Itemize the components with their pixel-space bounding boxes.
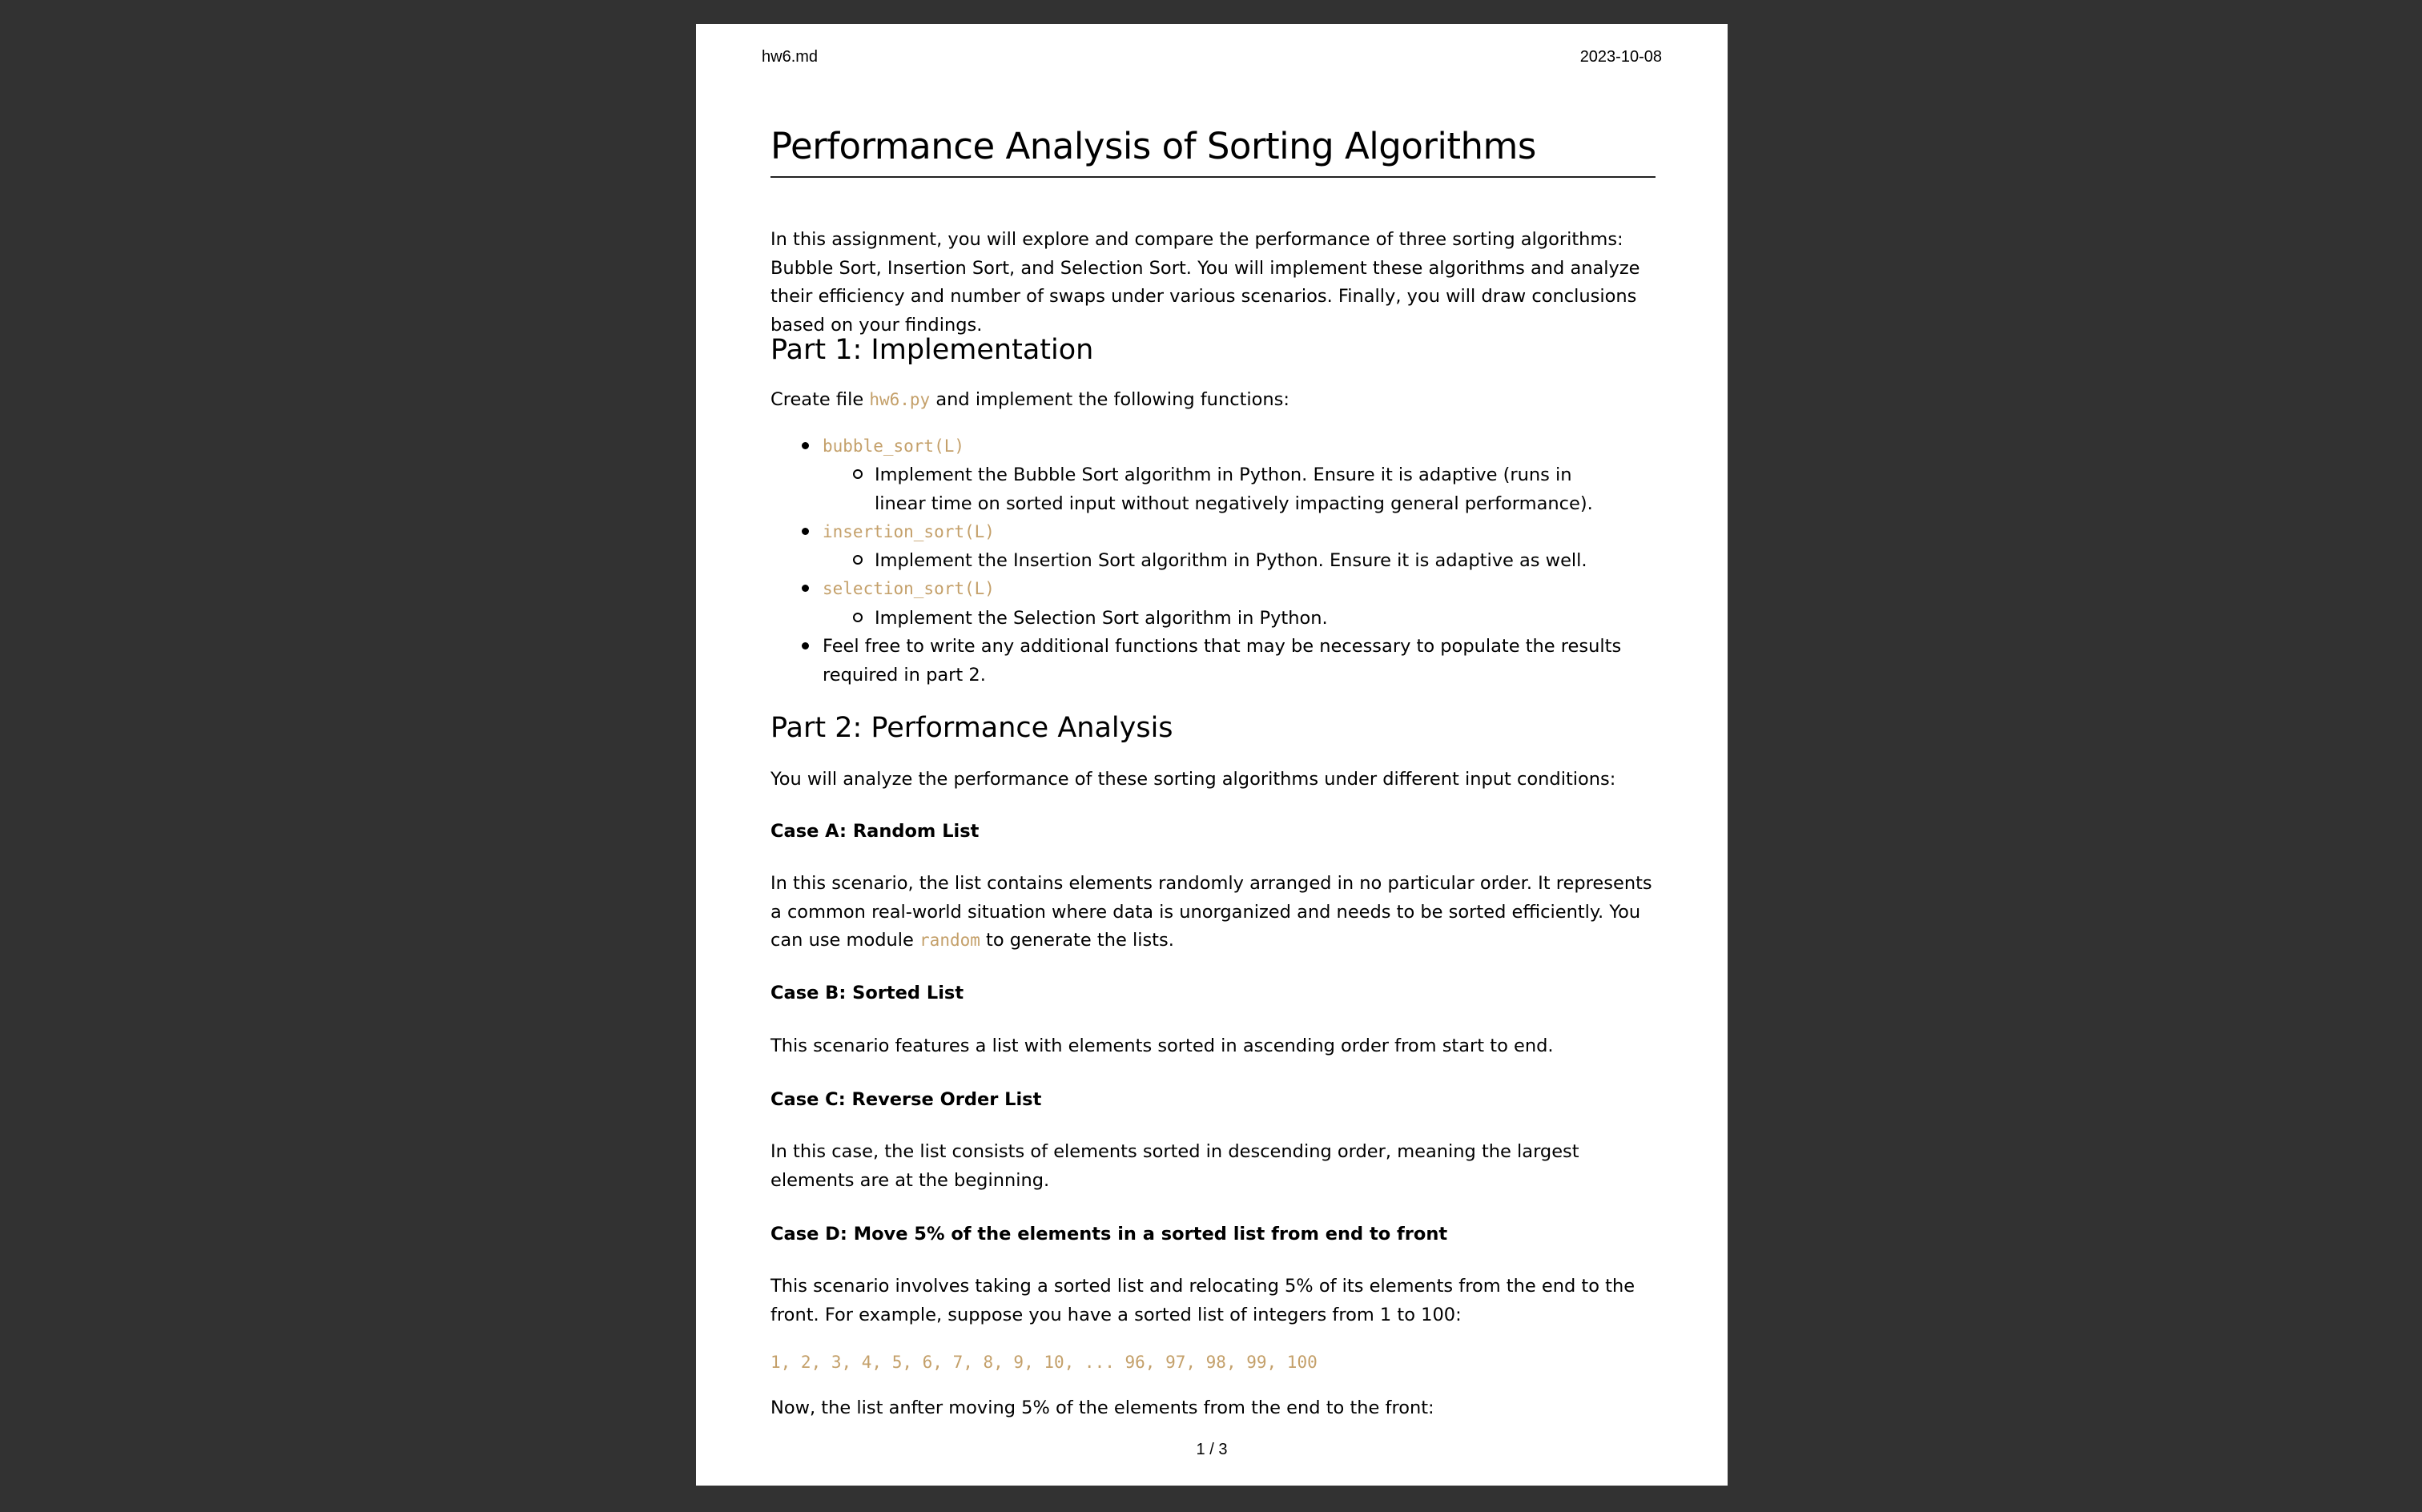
part1-create-paragraph: [770, 386, 1656, 415]
case-d-title: Case D: Move 5% of the elements in a sorted list from end to front: [770, 1224, 1448, 1245]
case-d-code: 1, 2, 3, 4, 5, 6, 7, 8, 9, 10, ... 96, 97, 98, 99, 100: [770, 1353, 1318, 1372]
list-item-selection: [823, 575, 995, 604]
bullet-circle-icon: [853, 469, 863, 479]
case-c-title: Case C: Reverse Order List: [770, 1089, 1042, 1110]
list-item-insertion: [823, 518, 995, 547]
list-subitem-selection: Implement the Selection Sort algorithm in Python.: [875, 608, 1328, 629]
doc-title: Performance Analysis of Sorting Algorithms: [770, 122, 1656, 178]
bullet-disc-icon: [802, 585, 809, 592]
bullet-disc-icon: [802, 442, 809, 449]
page-indicator: 1 / 3: [1196, 1441, 1228, 1458]
bullet-disc-icon: [802, 528, 809, 535]
header-date: 2023-10-08: [1579, 48, 1662, 66]
bullet-circle-icon: [853, 613, 863, 622]
intro-paragraph: In this assignment, you will explore and compare the performance of three sorting algorithms: Bubble Sort, Insertion Sort, and Selection Sort. You will implement these algorithms and analyze their efficiency and number of swaps under various scenarios. Finally, you will draw conclusions based on your findings.: [770, 229, 1640, 336]
create-prefix: Create file: [770, 389, 870, 410]
list-item-extra: Feel free to write any additional functions that may be necessary to populate the results required in part 2.: [823, 636, 1622, 686]
part2-intro: You will analyze the performance of these sorting algorithms under different input conditions:: [770, 769, 1616, 790]
header-filename: hw6.md: [762, 48, 819, 66]
list-subitem-bubble: Implement the Bubble Sort algorithm in Python. Ensure it is adaptive (runs in linear time on sorted input without negatively impacting general performance).: [875, 464, 1593, 514]
list-subitem-insertion: Implement the Insertion Sort algorithm in Python. Ensure it is adaptive as well.: [875, 550, 1587, 571]
bullet-disc-icon: [802, 642, 809, 649]
func-bubble-sort: bubble_sort(L): [823, 436, 965, 456]
func-insertion-sort: insertion_sort(L): [823, 522, 995, 541]
func-selection-sort: selection_sort(L): [823, 579, 995, 598]
case-a-prefix: In this scenario, the list contains elements randomly arranged in no particular order. It represents a common real-world situation where data is unorganized and needs to be sorted efficiently. You can use module: [770, 873, 1652, 951]
case-b-text: This scenario features a list with elements sorted in ascending order from start to end.: [770, 1035, 1554, 1056]
case-d-after: Now, the list anfter moving 5% of the elements from the end to the front:: [770, 1397, 1434, 1418]
create-suffix: and implement the following functions:: [930, 389, 1289, 410]
case-a-suffix: to generate the lists.: [980, 930, 1174, 951]
case-c-text: In this case, the list consists of elements sorted in descending order, meaning the largest elements are at the beginning.: [770, 1141, 1579, 1191]
document-page: [696, 24, 1728, 1486]
case-a-text: [770, 870, 1656, 955]
part1-heading: Part 1: Implementation: [770, 334, 1094, 366]
part2-heading: Part 2: Performance Analysis: [770, 712, 1173, 744]
bullet-circle-icon: [853, 555, 863, 565]
page-header: [762, 48, 1662, 66]
create-code: hw6.py: [869, 390, 931, 409]
list-item-bubble: [823, 432, 964, 461]
case-a-title: Case A: Random List: [770, 821, 980, 842]
case-b-title: Case B: Sorted List: [770, 983, 964, 1003]
case-d-text: This scenario involves taking a sorted list and relocating 5% of its elements from the end to the front. For example, suppose you have a sorted list of integers from 1 to 100:: [770, 1276, 1635, 1325]
case-a-code: random: [919, 931, 980, 950]
